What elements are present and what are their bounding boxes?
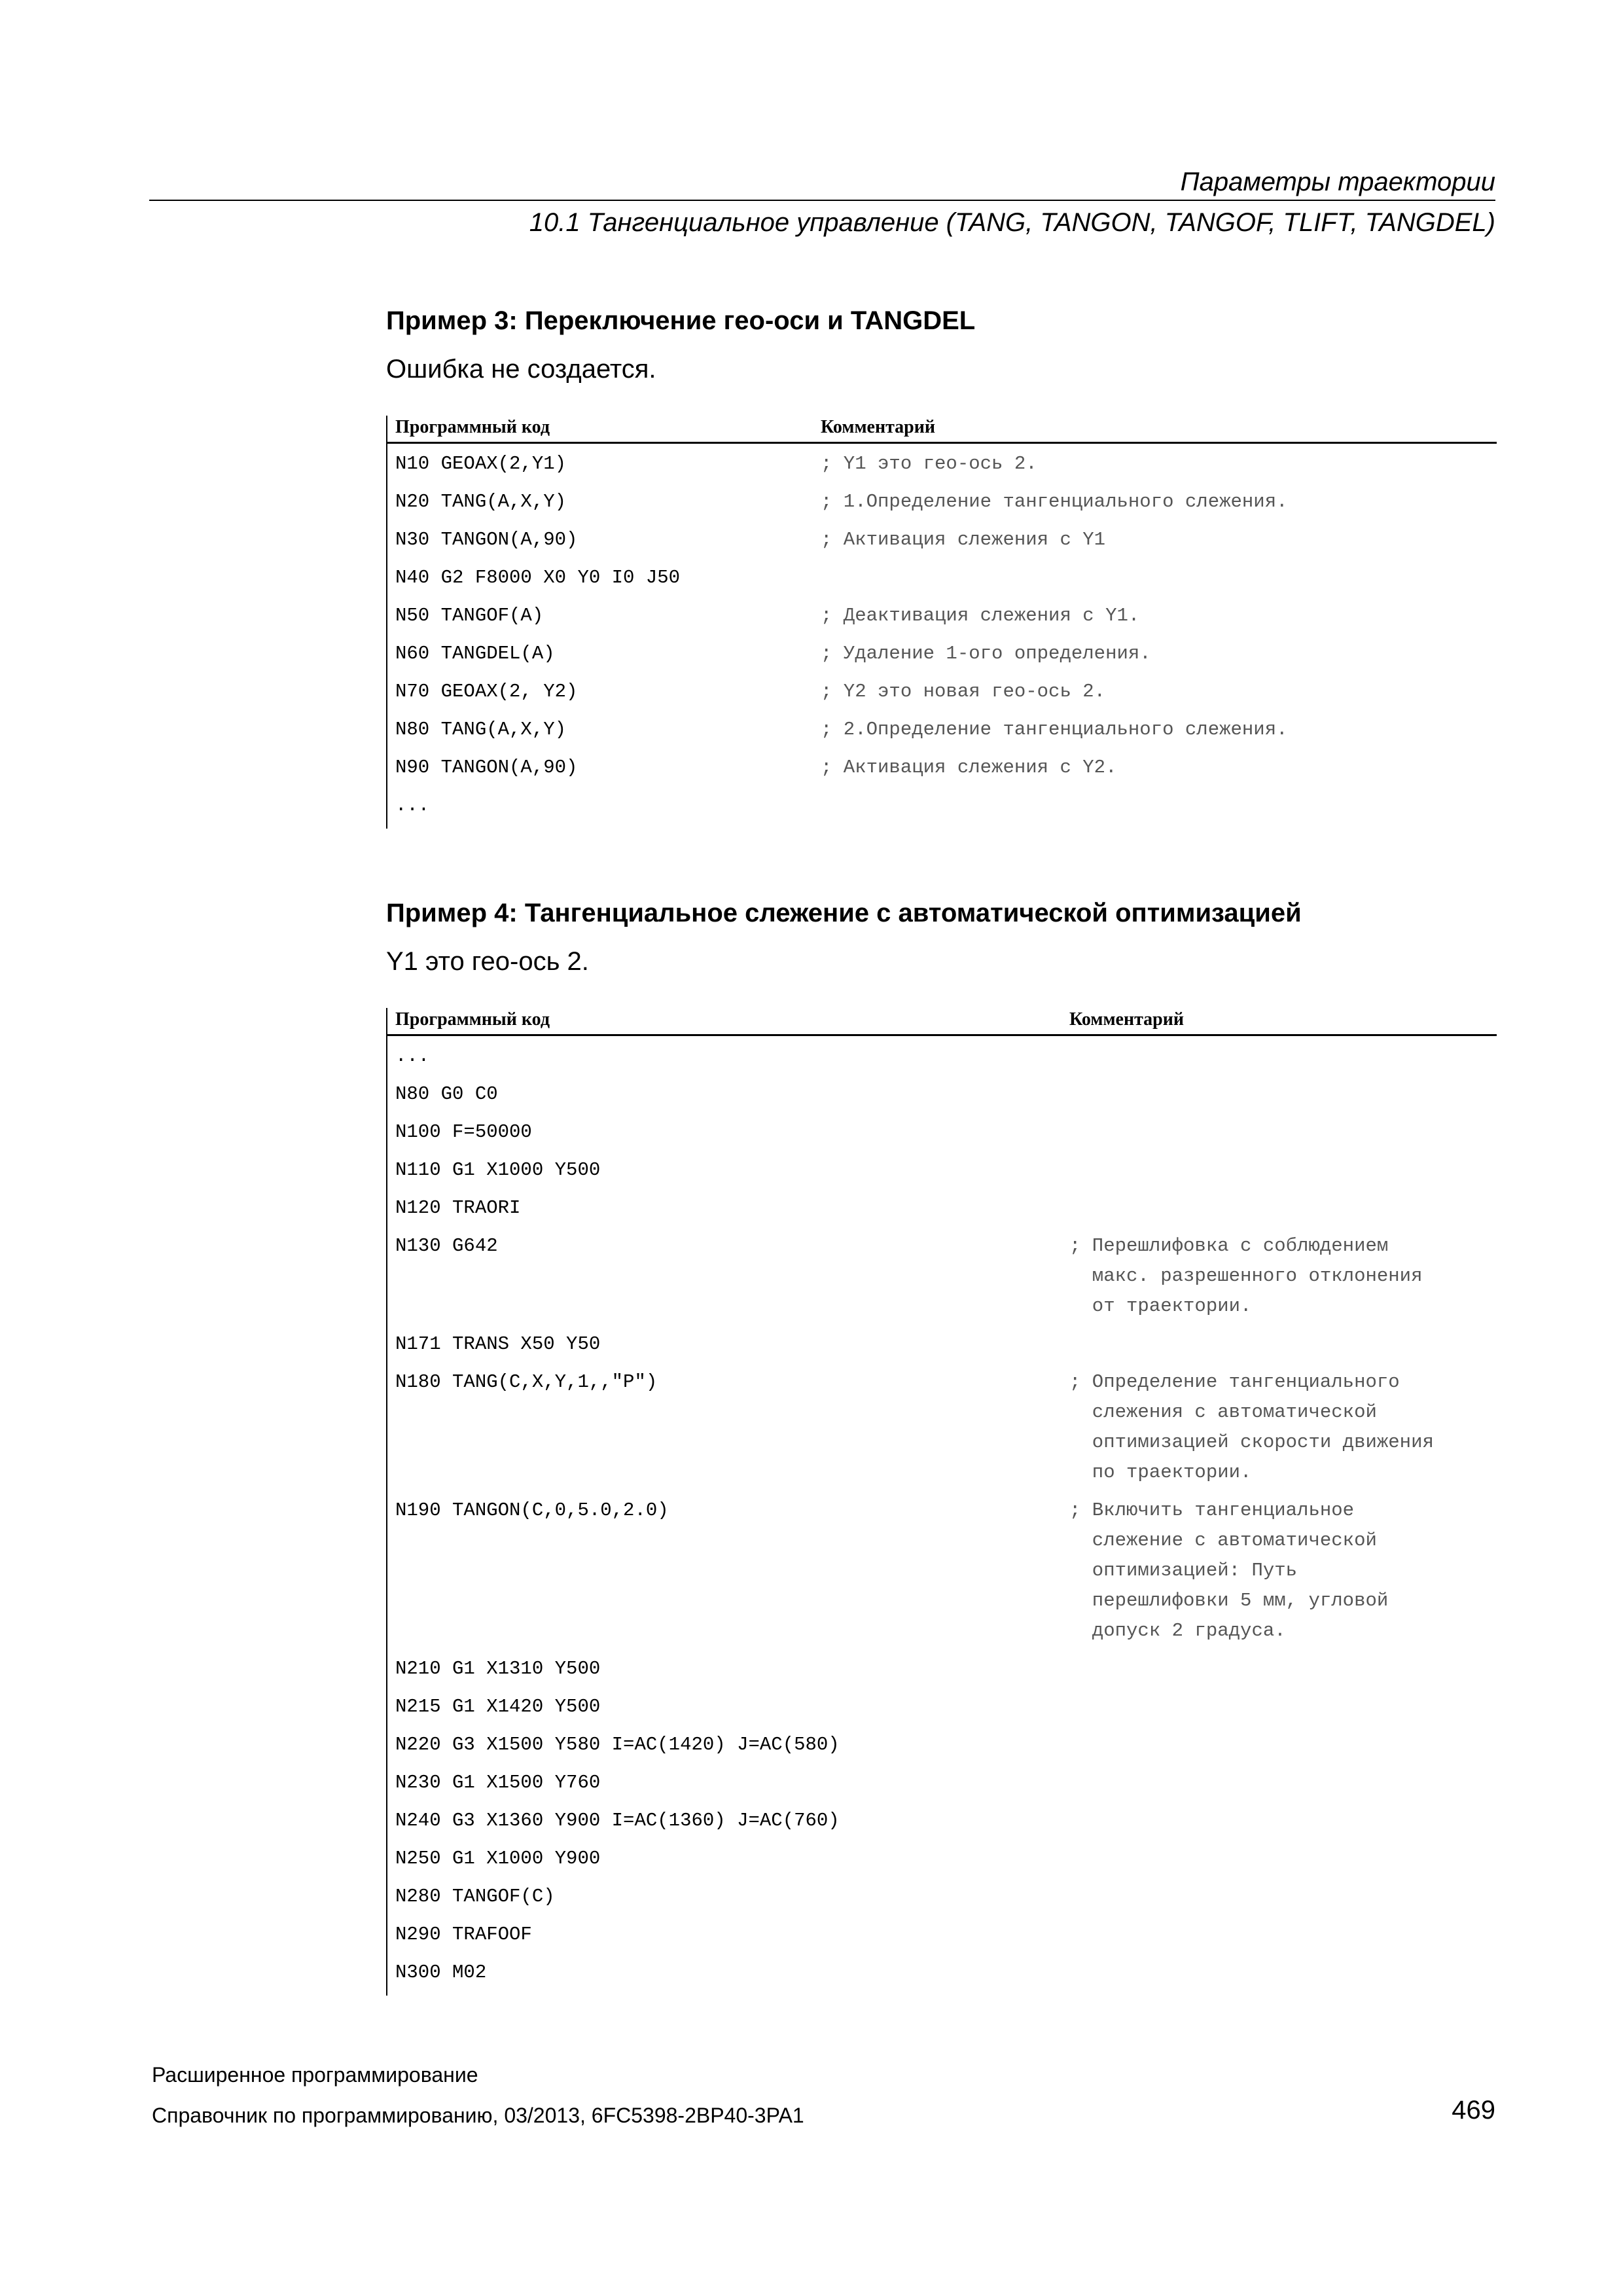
column-header-code: Программный код — [395, 1009, 550, 1030]
code-line — [387, 1079, 1497, 1117]
code-line — [387, 1329, 1497, 1367]
code-line — [387, 1920, 1497, 1958]
code-comment: ; Активация слежения с Y2. — [821, 757, 1117, 778]
column-header-comment: Комментарий — [821, 417, 936, 437]
code-comment: ; Удаление 1-ого определения. — [821, 643, 1151, 664]
example4-title: Пример 4: Тангенциальное слежение с автоматической оптимизацией — [386, 899, 1302, 927]
code-comment: ; Деактивация слежения с Y1. — [821, 605, 1140, 626]
running-header-title: Параметры траектории — [1180, 168, 1495, 196]
code-line — [387, 1367, 1497, 1496]
code-table-body — [387, 444, 1497, 829]
code-line — [387, 487, 1497, 525]
code-text: N100 F=50000 — [395, 1121, 532, 1143]
code-line — [387, 1496, 1497, 1654]
code-text: N220 G3 X1500 Y580 I=AC(1420) J=AC(580) — [395, 1734, 840, 1755]
code-table-body — [387, 1036, 1497, 1996]
code-text: N230 G1 X1500 Y760 — [395, 1772, 601, 1793]
code-line — [387, 1654, 1497, 1692]
code-line — [387, 1155, 1497, 1193]
code-line — [387, 1958, 1497, 1996]
code-text: N250 G1 X1000 Y900 — [395, 1848, 601, 1869]
code-text: N80 G0 C0 — [395, 1083, 498, 1105]
code-table-header — [387, 416, 1497, 444]
code-line — [387, 1882, 1497, 1920]
code-comment: ; Y2 это новая гео-ось 2. — [821, 681, 1106, 702]
code-text: N210 G1 X1310 Y500 — [395, 1658, 601, 1679]
code-text: N50 TANGOF(A) — [395, 605, 544, 626]
example4-code-table — [386, 1008, 1497, 1996]
code-text: N60 TANGDEL(A) — [395, 643, 555, 664]
code-text: N190 TANGON(C,0,5.0,2.0) — [395, 1499, 669, 1521]
code-text: N110 G1 X1000 Y500 — [395, 1159, 601, 1181]
running-header-subtitle: 10.1 Тангенциальное управление (TANG, TANGON, TANGOF, TLIFT, TANGDEL) — [529, 208, 1495, 237]
example3-code-table — [386, 416, 1497, 829]
code-line — [387, 1117, 1497, 1155]
code-comment: ; Активация слежения с Y1 — [821, 529, 1106, 550]
code-text: N10 GEOAX(2,Y1) — [395, 453, 567, 475]
code-text: N300 M02 — [395, 1962, 487, 1983]
code-text: N40 G2 F8000 X0 Y0 I0 J50 — [395, 567, 681, 588]
code-text: ... — [395, 1045, 430, 1067]
column-header-comment: Комментарий — [1069, 1009, 1185, 1030]
code-line — [387, 1844, 1497, 1882]
code-line — [387, 1806, 1497, 1844]
code-line — [387, 753, 1497, 791]
code-line — [387, 1768, 1497, 1806]
code-comment: ; Y1 это гео-ось 2. — [821, 453, 1037, 475]
code-text: N290 TRAFOOF — [395, 1924, 532, 1945]
code-text: N70 GEOAX(2, Y2) — [395, 681, 578, 702]
code-line — [387, 677, 1497, 715]
code-line — [387, 1231, 1497, 1329]
code-line — [387, 1730, 1497, 1768]
running-header-rule — [149, 200, 1495, 201]
footer-title: Расширенное программирование — [152, 2063, 478, 2087]
code-comment: ; Включить тангенциальное слежение с автоматической оптимизацией: Путь перешлифовки 5 мм, угловой допуск 2 градуса. — [1069, 1499, 1389, 1641]
code-table-header — [387, 1008, 1497, 1036]
code-text: N20 TANG(A,X,Y) — [395, 491, 567, 512]
code-line — [387, 1692, 1497, 1730]
code-comment: ; 1.Определение тангенциального слежения. — [821, 491, 1288, 512]
code-line — [387, 715, 1497, 753]
code-line — [387, 525, 1497, 563]
code-line — [387, 563, 1497, 601]
code-line — [387, 1041, 1497, 1079]
code-line — [387, 449, 1497, 487]
code-text: N90 TANGON(A,90) — [395, 757, 578, 778]
code-text: N180 TANG(C,X,Y,1,,"P") — [395, 1371, 658, 1393]
example4-subtitle: Y1 это гео-ось 2. — [386, 947, 589, 976]
code-text: N120 TRAORI — [395, 1197, 521, 1219]
code-text: N30 TANGON(A,90) — [395, 529, 578, 550]
code-text: ... — [395, 795, 430, 816]
code-text: N171 TRANS X50 Y50 — [395, 1333, 601, 1355]
column-header-code: Программный код — [395, 417, 550, 437]
code-comment: ; Определение тангенциального слежения с автоматической оптимизацией скорости движения по траектории. — [1069, 1371, 1434, 1483]
code-line — [387, 1193, 1497, 1231]
code-text: N215 G1 X1420 Y500 — [395, 1696, 601, 1717]
example3-title: Пример 3: Переключение гео-оси и TANGDEL — [386, 306, 976, 335]
code-text: N280 TANGOF(C) — [395, 1886, 555, 1907]
code-comment: ; 2.Определение тангенциального слежения. — [821, 719, 1288, 740]
code-comment: ; Перешлифовка с соблюдением макс. разрешенного отклонения от траектории. — [1069, 1235, 1423, 1317]
footer-reference: Справочник по программированию, 03/2013, 6FC5398-2BP40-3PA1 — [152, 2104, 804, 2127]
code-line — [387, 639, 1497, 677]
example3-subtitle: Ошибка не создается. — [386, 355, 656, 384]
page-number: 469 — [1452, 2096, 1495, 2125]
code-text: N130 G642 — [395, 1235, 498, 1257]
code-text: N80 TANG(A,X,Y) — [395, 719, 567, 740]
code-line — [387, 601, 1497, 639]
code-text: N240 G3 X1360 Y900 I=AC(1360) J=AC(760) — [395, 1810, 840, 1831]
code-line — [387, 791, 1497, 829]
